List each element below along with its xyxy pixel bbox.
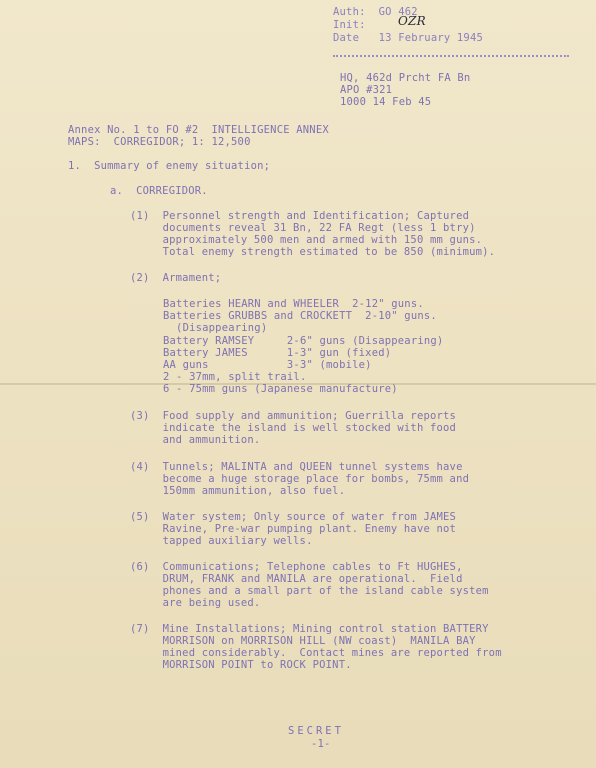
armament-line: Batteries GRUBBS and CROCKETT 2-10" guns. <box>163 310 437 322</box>
auth-line: Auth: GO 462 <box>333 6 418 18</box>
para-6-line-4: are being used. <box>130 597 261 609</box>
para-4-line-1: (4) Tunnels; MALINTA and QUEEN tunnel systems have <box>130 461 463 473</box>
hq-line-2: APO #321 <box>340 84 393 96</box>
para-7-line-3: mined considerably. Contact mines are reported from <box>130 647 502 659</box>
classification-marking: SECRET <box>288 725 344 737</box>
armament-line: AA guns 3-3" (mobile) <box>163 359 372 371</box>
armament-line: (Disappearing) <box>163 322 268 334</box>
para-5-line-1: (5) Water system; Only source of water from JAMES <box>130 511 457 523</box>
armament-line: Batteries HEARN and WHEELER 2-12" guns. <box>163 298 424 310</box>
init-line: Init: <box>333 19 366 31</box>
para-6-line-3: phones and a small part of the island cable system <box>130 585 489 597</box>
armament-line: 6 - 75mm guns (Japanese manufacture) <box>163 383 398 395</box>
armament-line: 2 - 37mm, split trail. <box>163 371 307 383</box>
para-4-line-3: 150mm ammunition, also fuel. <box>130 485 346 497</box>
section-heading: 1. Summary of enemy situation; <box>68 160 271 172</box>
subsection-heading: a. CORREGIDOR. <box>110 185 208 197</box>
date-line: Date 13 February 1945 <box>333 32 483 44</box>
para-7-line-1: (7) Mine Installations; Mining control station BATTERY <box>130 623 489 635</box>
para-5-line-3: tapped auxiliary wells. <box>130 535 313 547</box>
para-4-line-2: become a huge storage place for bombs, 75mm and <box>130 473 470 485</box>
para-1-line-3: approximately 500 men and armed with 150 mm guns. <box>130 234 483 246</box>
para-3-line-3: and ammunition. <box>130 434 261 446</box>
para-1-line-1: (1) Personnel strength and Identification; Captured <box>130 210 470 222</box>
para-2-heading: (2) Armament; <box>130 272 222 284</box>
dotted-divider <box>333 55 569 57</box>
hq-line-3: 1000 14 Feb 45 <box>340 96 432 108</box>
para-3-line-2: indicate the island is well stocked with food <box>130 422 457 434</box>
page-number: -1- <box>311 738 331 750</box>
para-7-line-4: MORRISON POINT to ROCK POINT. <box>130 659 352 671</box>
para-5-line-2: Ravine, Pre-war pumping plant. Enemy have not <box>130 523 457 535</box>
para-6-line-2: DRUM, FRANK and MANILA are operational. Field <box>130 573 463 585</box>
armament-line: Battery JAMES 1-3" gun (fixed) <box>163 347 392 359</box>
para-7-line-2: MORRISON on MORRISON HILL (NW coast) MANILA BAY <box>130 635 476 647</box>
para-1-line-4: Total enemy strength estimated to be 850 (minimum). <box>130 246 496 258</box>
hq-line-1: HQ, 462d Prcht FA Bn <box>340 72 471 84</box>
annex-title: Annex No. 1 to FO #2 INTELLIGENCE ANNEX <box>68 124 329 136</box>
armament-line: Battery RAMSEY 2-6" guns (Disappearing) <box>163 335 444 347</box>
para-3-line-1: (3) Food supply and ammunition; Guerrilla reports <box>130 410 457 422</box>
handwritten-initials: OZR <box>398 14 426 28</box>
para-1-line-2: documents reveal 31 Bn, 22 FA Regt (less 1 btry) <box>130 222 476 234</box>
para-6-line-1: (6) Communications; Telephone cables to Ft HUGHES, <box>130 561 463 573</box>
annex-maps: MAPS: CORREGIDOR; 1: 12,500 <box>68 136 251 148</box>
